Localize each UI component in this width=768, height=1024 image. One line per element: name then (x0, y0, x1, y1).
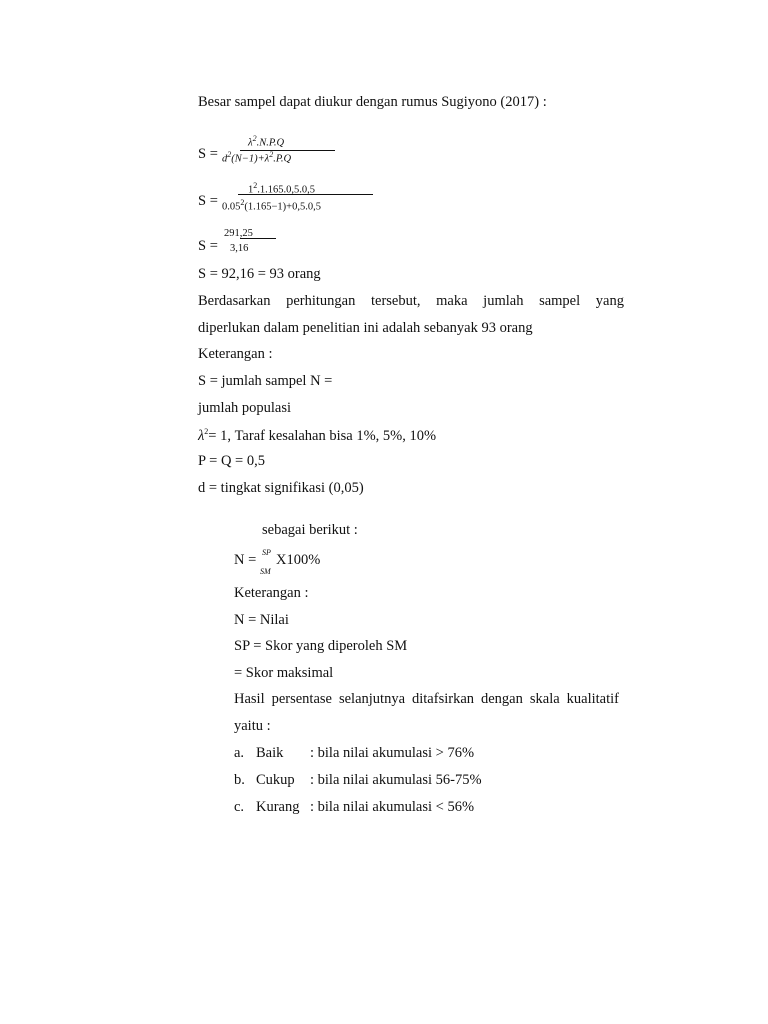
section2-intro: sebagai berikut : (262, 522, 358, 538)
definition-sm: = Skor maksimal (234, 665, 334, 681)
formula-2-lhs: S = (198, 193, 218, 209)
formula-1-lhs: S = (198, 146, 218, 162)
formula-nilai-numerator: SP (262, 548, 271, 557)
definition-lambda: $\lambda^2= 1$, Taraf kesalahan bisa 1%, 5%, 10% (198, 427, 437, 444)
formula-3-denominator: 3,16 (230, 243, 249, 254)
keterangan-heading: Keterangan : (198, 346, 273, 362)
formula-nilai-lhs: N = (234, 552, 257, 568)
definition-sp: SP = Skor yang diperoleh SM (234, 638, 408, 654)
list-marker: b. (234, 772, 245, 788)
list-desc: : bila nilai akumulasi < 56% (310, 799, 475, 815)
formula-2-denominator: $0.05^2(1.165-1)+0,5.0,5$ (222, 198, 321, 213)
list-label: Cukup (256, 772, 295, 788)
list-marker: c. (234, 799, 245, 815)
formula-1-denominator: $d^2(N-1)+\lambda^2.P.Q$ (222, 150, 292, 165)
formula-3-numerator: 291,25 (224, 228, 253, 239)
definition-populasi: jumlah populasi (198, 400, 292, 416)
conclusion-line-1: Berdasarkan perhitungan tersebut, maka jumlah sampel yang (198, 293, 624, 309)
section2-keterangan-heading: Keterangan : (234, 585, 309, 601)
hasil-line-2: yaitu : (234, 718, 271, 734)
list-item (234, 745, 474, 762)
list-item (234, 772, 482, 789)
formula-2-numerator: $1^2.1.165.0,5.0,5$ (248, 181, 315, 196)
list-desc: : bila nilai akumulasi 56-75% (310, 772, 482, 788)
list-label: Kurang (256, 799, 300, 815)
definition-pq: P = Q = 0,5 (198, 453, 265, 469)
list-label: Baik (256, 745, 284, 761)
intro-text: Besar sampel dapat diukur dengan rumus Sugiyono (2017) : (198, 94, 547, 110)
result-text: S = 92,16 = 93 orang (198, 266, 321, 282)
list-item (234, 799, 474, 816)
formula-2-fraction-line (238, 194, 373, 195)
definition-d: d = tingkat signifikasi (0,05) (198, 480, 364, 496)
formula-nilai-suffix: X100% (276, 552, 321, 568)
formula-nilai-denominator: SM (260, 567, 271, 576)
definition-n: N = Nilai (234, 612, 289, 628)
hasil-line-1: Hasil persentase selanjutnya ditafsirkan dengan skala kualitatif (234, 691, 619, 707)
conclusion-line-2: diperlukan dalam penelitian ini adalah sebanyak 93 orang (198, 320, 533, 336)
formula-3-lhs: S = (198, 238, 218, 254)
formula-1-numerator: $\lambda^2.N.P.Q$ (248, 134, 285, 149)
list-desc: : bila nilai akumulasi > 76% (310, 745, 475, 761)
definition-s: S = jumlah sampel N = (198, 373, 333, 389)
formula-3-fraction-line (240, 238, 276, 239)
list-marker: a. (234, 745, 245, 761)
